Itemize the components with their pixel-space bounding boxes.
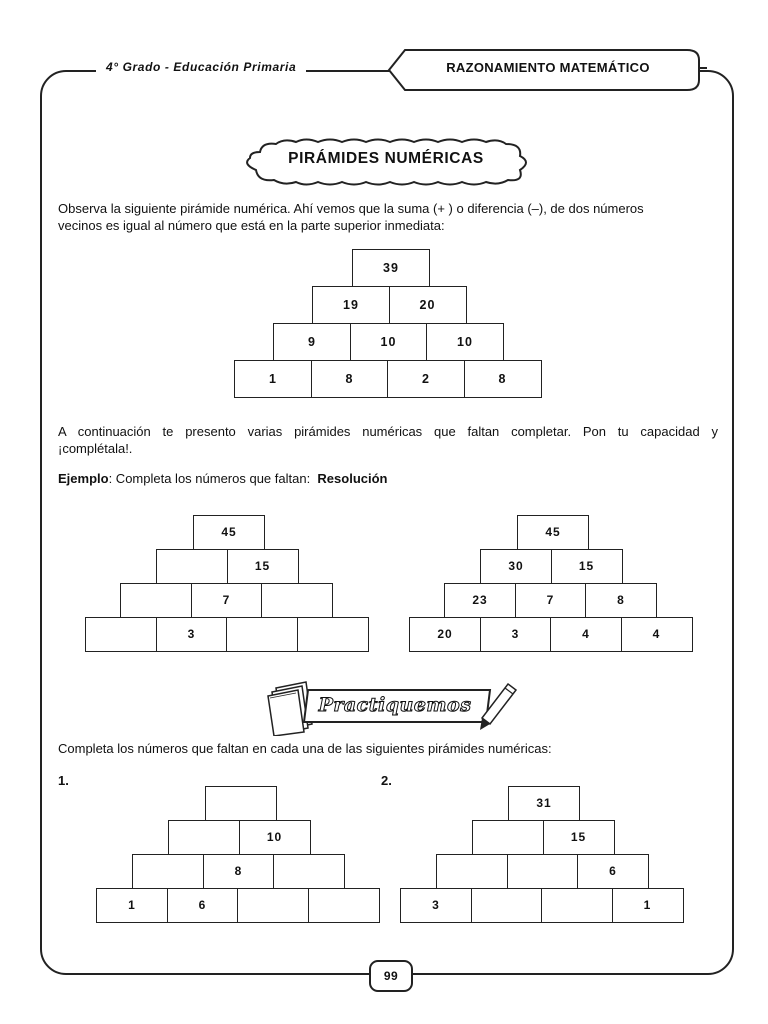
exercise-2-row-4 bbox=[400, 889, 684, 923]
intro-line-1: Observa la siguiente pirámide numérica. Ahí vemos que la suma (+ ) o diferencia (–), de dos números bbox=[58, 201, 644, 216]
continuation-line-1: A continuación te presento varias pirámides numéricas que faltan completar. Pon tu capacidad y bbox=[58, 424, 718, 439]
pyramid-cell[interactable] bbox=[436, 854, 508, 889]
pyramid-cell: 20 bbox=[409, 617, 481, 652]
pyramid-cell: 4 bbox=[621, 617, 693, 652]
pyramid-cell bbox=[156, 549, 228, 584]
example-solution-row-1 bbox=[517, 516, 589, 550]
pyramid-cell bbox=[226, 617, 298, 652]
pyramid-cell bbox=[120, 583, 192, 618]
pyramid-cell: 20 bbox=[389, 286, 467, 324]
pyramid-cell: 15 bbox=[227, 549, 299, 584]
page-number: 99 bbox=[369, 960, 413, 992]
practice-instruction: Completa los números que faltan en cada una de las siguientes pirámides numéricas: bbox=[58, 741, 552, 756]
pyramid-cell[interactable] bbox=[168, 820, 240, 855]
pyramid-cell: 7 bbox=[515, 583, 587, 618]
pyramid-cell[interactable] bbox=[237, 888, 309, 923]
example-solution-row-3 bbox=[444, 584, 657, 618]
pyramid-cell: 7 bbox=[191, 583, 263, 618]
pyramid-cell: 23 bbox=[444, 583, 516, 618]
pyramid-cell[interactable] bbox=[507, 854, 579, 889]
example-label: Ejemplo bbox=[58, 471, 109, 486]
exercise-1-row-2 bbox=[168, 821, 311, 855]
pyramid-cell: 2 bbox=[387, 360, 465, 398]
main-pyramid-row-4 bbox=[234, 361, 542, 398]
pyramid-cell: 9 bbox=[273, 323, 351, 361]
exercise-1-row-4 bbox=[96, 889, 380, 923]
exercise-1-row-3 bbox=[132, 855, 345, 889]
intro-paragraph bbox=[58, 200, 718, 234]
example-problem-row-3 bbox=[120, 584, 333, 618]
pyramid-cell: 8 bbox=[311, 360, 389, 398]
example-solution-row-4 bbox=[409, 618, 693, 652]
example-solution-row-2 bbox=[480, 550, 623, 584]
pyramid-cell: 8 bbox=[203, 854, 275, 889]
pyramid-cell: 15 bbox=[551, 549, 623, 584]
pyramid-cell[interactable] bbox=[472, 820, 544, 855]
resolution-label: Resolución bbox=[317, 471, 388, 486]
exercise-2-row-2 bbox=[472, 821, 615, 855]
exercise-2-number: 2. bbox=[381, 773, 392, 788]
pyramid-cell: 15 bbox=[543, 820, 615, 855]
intro-line-2: vecinos es igual al número que está en la parte superior inmediata: bbox=[58, 218, 445, 233]
example-line bbox=[58, 470, 718, 487]
pyramid-cell: 45 bbox=[517, 515, 589, 550]
main-pyramid-row-2 bbox=[312, 287, 467, 324]
pyramid-cell: 1 bbox=[96, 888, 168, 923]
exercise-2-row-3 bbox=[436, 855, 649, 889]
pyramid-cell: 31 bbox=[508, 786, 580, 821]
continuation-paragraph bbox=[58, 423, 718, 457]
pyramid-cell: 6 bbox=[167, 888, 239, 923]
pyramid-cell bbox=[297, 617, 369, 652]
header-divider-line bbox=[335, 70, 395, 72]
exercise-2-row-1 bbox=[508, 787, 580, 821]
pyramid-cell: 39 bbox=[352, 249, 430, 287]
pyramid-cell: 1 bbox=[612, 888, 684, 923]
main-pyramid-row-1 bbox=[352, 250, 430, 287]
pyramid-cell: 19 bbox=[312, 286, 390, 324]
pyramid-cell: 30 bbox=[480, 549, 552, 584]
pyramid-cell: 3 bbox=[400, 888, 472, 923]
pyramid-cell: 1 bbox=[234, 360, 312, 398]
example-problem-row-2 bbox=[156, 550, 299, 584]
header-subject: RAZONAMIENTO MATEMÁTICO bbox=[446, 60, 650, 75]
page-title: PIRÁMIDES NUMÉRICAS bbox=[288, 150, 484, 167]
pyramid-cell: 10 bbox=[350, 323, 428, 361]
pyramid-cell: 10 bbox=[426, 323, 504, 361]
practice-banner-label: Practiquemos bbox=[318, 694, 472, 716]
pyramid-cell[interactable] bbox=[541, 888, 613, 923]
pyramid-cell bbox=[85, 617, 157, 652]
exercise-1-row-1[interactable] bbox=[205, 787, 277, 821]
pyramid-cell: 4 bbox=[550, 617, 622, 652]
pyramid-cell: 45 bbox=[193, 515, 265, 550]
pyramid-cell: 3 bbox=[156, 617, 228, 652]
pyramid-cell: 3 bbox=[480, 617, 552, 652]
example-text: : Completa los números que faltan: bbox=[108, 471, 311, 486]
exercise-1-number: 1. bbox=[58, 773, 69, 788]
pyramid-cell[interactable] bbox=[273, 854, 345, 889]
continuation-line-2: ¡complétala!. bbox=[58, 441, 133, 456]
pyramid-cell: 8 bbox=[585, 583, 657, 618]
main-pyramid-row-3 bbox=[273, 324, 504, 361]
pyramid-cell bbox=[261, 583, 333, 618]
example-problem-row-4 bbox=[85, 618, 369, 652]
pyramid-cell[interactable] bbox=[132, 854, 204, 889]
pyramid-cell[interactable] bbox=[471, 888, 543, 923]
pyramid-cell: 6 bbox=[577, 854, 649, 889]
pyramid-cell[interactable] bbox=[205, 786, 277, 821]
pyramid-cell: 8 bbox=[464, 360, 542, 398]
pyramid-cell: 10 bbox=[239, 820, 311, 855]
header-grade: 4° Grado - Educación Primaria bbox=[96, 60, 306, 74]
example-problem-row-1 bbox=[193, 516, 265, 550]
pyramid-cell[interactable] bbox=[308, 888, 380, 923]
